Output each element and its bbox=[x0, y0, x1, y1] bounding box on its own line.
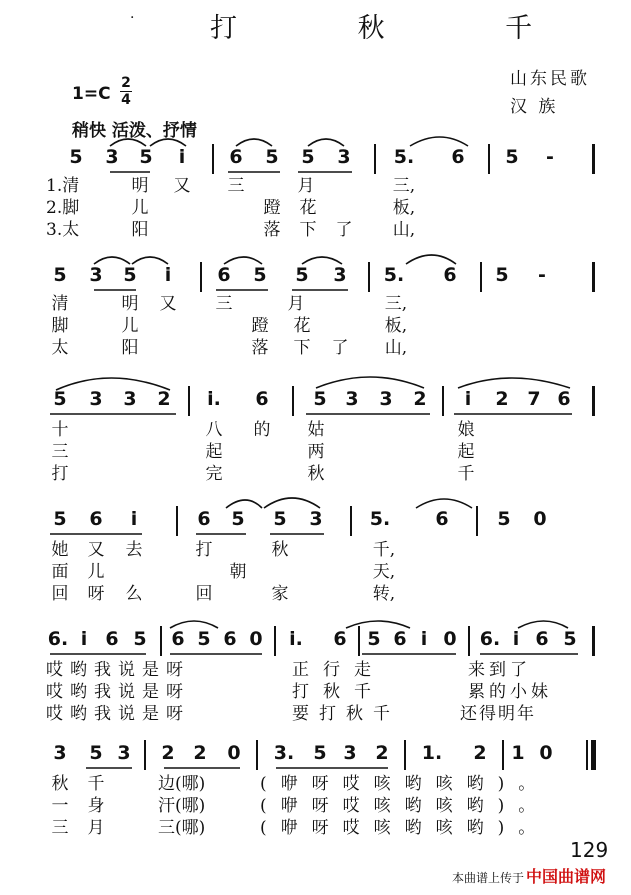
lyric: 打 bbox=[51, 464, 69, 484]
lyric: 千, bbox=[372, 540, 396, 560]
note: 0 bbox=[443, 628, 457, 650]
barline bbox=[200, 262, 202, 292]
lyrics-row bbox=[40, 176, 600, 198]
notation-system-5 bbox=[40, 628, 600, 658]
lyrics-row bbox=[40, 442, 600, 464]
note: 3 bbox=[379, 388, 393, 410]
lyric: 又 bbox=[173, 176, 191, 196]
note: 3 bbox=[89, 388, 103, 410]
lyric: 蹬 bbox=[251, 316, 269, 336]
note: 6 bbox=[443, 264, 457, 286]
lyric: 了 bbox=[335, 220, 353, 240]
slur bbox=[224, 257, 262, 264]
lyric: 1.清 bbox=[46, 176, 80, 196]
slur bbox=[236, 139, 272, 146]
barline bbox=[212, 144, 214, 174]
lyrics-row bbox=[40, 796, 600, 818]
slur bbox=[346, 621, 410, 628]
note: 6 bbox=[105, 628, 119, 650]
note: 6. bbox=[47, 628, 69, 650]
lyric: (咿呀哎咳哟咳哟)。 bbox=[260, 796, 550, 816]
lyric: 起 bbox=[205, 442, 223, 462]
barline bbox=[488, 144, 490, 174]
slur bbox=[132, 257, 168, 264]
barline bbox=[468, 626, 470, 656]
lyric: 十 bbox=[51, 420, 69, 440]
slur bbox=[410, 137, 468, 146]
lyric: 打秋千 bbox=[292, 682, 385, 702]
note: i bbox=[164, 264, 172, 286]
note: 6 bbox=[89, 508, 103, 530]
lyric: 两 bbox=[307, 442, 325, 462]
note: 6 bbox=[535, 628, 549, 650]
slur bbox=[458, 378, 570, 388]
lyric: 完 bbox=[205, 464, 223, 484]
note: 0 bbox=[533, 508, 547, 530]
lyric: 哎哟我说是呀 bbox=[46, 660, 190, 680]
note: 2 bbox=[375, 742, 389, 764]
lyric: 么 bbox=[125, 584, 143, 604]
notation-system-3 bbox=[40, 388, 600, 418]
lyric: 花 bbox=[299, 198, 317, 218]
note: 6 bbox=[255, 388, 269, 410]
lyric: 板, bbox=[392, 198, 416, 218]
lyric: 阳 bbox=[131, 220, 149, 240]
barline bbox=[358, 626, 360, 656]
barline bbox=[256, 740, 258, 770]
barline bbox=[502, 740, 504, 770]
note: i bbox=[80, 628, 88, 650]
lyric: 身 bbox=[87, 796, 105, 816]
lyric: 八 bbox=[205, 420, 223, 440]
note: 3. bbox=[273, 742, 295, 764]
lyric: 哎哟我说是呀 bbox=[46, 682, 190, 702]
lyric: 三 bbox=[51, 818, 69, 838]
note: 6 bbox=[393, 628, 407, 650]
lyric: 三, bbox=[384, 294, 408, 314]
lyric: 脚 bbox=[51, 316, 69, 336]
note: 3 bbox=[117, 742, 131, 764]
lyric: 天, bbox=[372, 562, 396, 582]
lyric: 去 bbox=[125, 540, 143, 560]
lyric: 蹬 bbox=[263, 198, 281, 218]
note: 5 bbox=[273, 508, 287, 530]
note: 5 bbox=[133, 628, 147, 650]
note: 1. bbox=[421, 742, 443, 764]
barline bbox=[350, 506, 352, 536]
song-title: 打 秋 千 bbox=[210, 13, 589, 44]
lyric: 太 bbox=[51, 338, 69, 358]
note: 3 bbox=[105, 146, 119, 168]
lyric: 还得明年 bbox=[460, 704, 536, 724]
lyric: 了 bbox=[331, 338, 349, 358]
slur bbox=[264, 498, 320, 508]
note: 5 bbox=[53, 388, 67, 410]
slur bbox=[226, 500, 262, 508]
lyric: (咿呀哎咳哟咳哟)。 bbox=[260, 818, 550, 838]
slur bbox=[308, 139, 344, 146]
note: 5 bbox=[495, 264, 509, 286]
lyrics-row bbox=[40, 660, 600, 682]
note: 2 bbox=[193, 742, 207, 764]
lyric: 哎哟我说是呀 bbox=[46, 704, 190, 724]
lyric: 清 bbox=[51, 294, 69, 314]
note: 1 bbox=[511, 742, 525, 764]
note: 3 bbox=[343, 742, 357, 764]
note: 6 bbox=[217, 264, 231, 286]
lyric: 又 bbox=[87, 540, 105, 560]
lyrics-row bbox=[40, 540, 600, 562]
slur bbox=[302, 257, 342, 264]
barline bbox=[586, 740, 588, 770]
note: 5 bbox=[123, 264, 137, 286]
barline bbox=[160, 626, 162, 656]
lyric: 又 bbox=[159, 294, 177, 314]
lyric: 落 bbox=[251, 338, 269, 358]
note: 5. bbox=[393, 146, 415, 168]
note: - bbox=[546, 146, 554, 168]
lyric: 家 bbox=[271, 584, 289, 604]
barline bbox=[476, 506, 478, 536]
note: 5 bbox=[69, 146, 83, 168]
note: 6 bbox=[435, 508, 449, 530]
note: 3 bbox=[333, 264, 347, 286]
lyric: 起 bbox=[457, 442, 475, 462]
note: 2 bbox=[413, 388, 427, 410]
note: 0 bbox=[227, 742, 241, 764]
note: 5 bbox=[301, 146, 315, 168]
note: 2 bbox=[161, 742, 175, 764]
lyric: 秋 bbox=[307, 464, 325, 484]
note: 5 bbox=[53, 264, 67, 286]
lyrics-row bbox=[40, 220, 600, 242]
barline bbox=[480, 262, 482, 292]
note: i bbox=[130, 508, 138, 530]
lyrics-row bbox=[40, 562, 600, 584]
lyrics-row bbox=[40, 704, 600, 726]
lyrics-row bbox=[40, 198, 600, 220]
note: 2 bbox=[157, 388, 171, 410]
barline bbox=[592, 386, 595, 416]
note: i bbox=[178, 146, 186, 168]
final-barline bbox=[591, 740, 596, 770]
note: 3 bbox=[345, 388, 359, 410]
note: 2 bbox=[473, 742, 487, 764]
lyrics-row bbox=[40, 294, 600, 316]
barline bbox=[442, 386, 444, 416]
lyrics-row bbox=[40, 464, 600, 486]
note: i bbox=[464, 388, 472, 410]
lyric: 秋 bbox=[51, 774, 69, 794]
lyric: 累的小妹 bbox=[468, 682, 552, 702]
note: i bbox=[420, 628, 428, 650]
barline bbox=[404, 740, 406, 770]
lyric: 月 bbox=[287, 294, 305, 314]
barline bbox=[368, 262, 370, 292]
notation-system-6 bbox=[40, 742, 600, 772]
notation-system-1 bbox=[40, 146, 600, 176]
lyric: 边(哪) bbox=[158, 774, 206, 794]
barline bbox=[144, 740, 146, 770]
note: 3 bbox=[53, 742, 67, 764]
page-number: 129 bbox=[570, 838, 609, 862]
lyric: 三(哪) bbox=[158, 818, 206, 838]
note: 5 bbox=[265, 146, 279, 168]
slur bbox=[94, 257, 130, 264]
lyric: 面 bbox=[51, 562, 69, 582]
song-origin: 山东民歌 bbox=[510, 69, 590, 89]
barline bbox=[188, 386, 190, 416]
note: 5 bbox=[253, 264, 267, 286]
lyric: 姑 bbox=[307, 420, 325, 440]
lyric: 2.脚 bbox=[46, 198, 80, 218]
note: 5 bbox=[505, 146, 519, 168]
lyric: 汗(哪) bbox=[158, 796, 206, 816]
barline bbox=[592, 144, 595, 174]
song-ethnicity: 汉 族 bbox=[510, 97, 559, 117]
lyric: 秋 bbox=[271, 540, 289, 560]
lyric: 回 bbox=[51, 584, 69, 604]
note: 3 bbox=[123, 388, 137, 410]
time-signature-bottom: 4 bbox=[121, 92, 131, 108]
barline bbox=[592, 626, 595, 656]
note: 7 bbox=[527, 388, 541, 410]
lyric: 儿 bbox=[87, 562, 105, 582]
note: 5 bbox=[231, 508, 245, 530]
lyric: 月 bbox=[87, 818, 105, 838]
lyric: 月 bbox=[297, 176, 315, 196]
lyric: 的 bbox=[253, 420, 271, 440]
slur bbox=[416, 499, 472, 508]
footer-text: 本曲谱上传于 bbox=[452, 871, 525, 885]
lyrics-row bbox=[40, 774, 600, 796]
note: 2 bbox=[495, 388, 509, 410]
slur bbox=[170, 621, 218, 628]
note: 5 bbox=[295, 264, 309, 286]
note: 0 bbox=[539, 742, 553, 764]
lyric: 娘 bbox=[457, 420, 475, 440]
lyric: 落 bbox=[263, 220, 281, 240]
lyric: 儿 bbox=[121, 316, 139, 336]
lyric: 三 bbox=[215, 294, 233, 314]
lyric: 儿 bbox=[131, 198, 149, 218]
slur bbox=[406, 255, 456, 264]
note: 5 bbox=[313, 742, 327, 764]
lyric: 三 bbox=[227, 176, 245, 196]
lyrics-row bbox=[40, 420, 600, 442]
note: 6 bbox=[229, 146, 243, 168]
lyric: 朝 bbox=[229, 562, 247, 582]
slur bbox=[518, 621, 568, 628]
note: 5 bbox=[367, 628, 381, 650]
decorative-dot: · bbox=[130, 10, 135, 26]
note: 3 bbox=[89, 264, 103, 286]
barline bbox=[274, 626, 276, 656]
lyric: 正行走 bbox=[292, 660, 385, 680]
barline bbox=[292, 386, 294, 416]
time-signature-top: 2 bbox=[121, 75, 131, 91]
note: 6 bbox=[333, 628, 347, 650]
lyrics-row bbox=[40, 682, 600, 704]
lyric: 她 bbox=[51, 540, 69, 560]
lyric: 要打秋千 bbox=[292, 704, 400, 724]
lyrics-row bbox=[40, 338, 600, 360]
lyric: 回 bbox=[195, 584, 213, 604]
note: 5 bbox=[313, 388, 327, 410]
note: 3 bbox=[309, 508, 323, 530]
notation-system-4 bbox=[40, 508, 600, 538]
time-signature bbox=[120, 76, 132, 107]
note: 5 bbox=[497, 508, 511, 530]
lyric: 打 bbox=[195, 540, 213, 560]
note: 3 bbox=[337, 146, 351, 168]
tempo-marking: 稍快 活泼、抒情 bbox=[72, 121, 197, 141]
lyric: 千 bbox=[457, 464, 475, 484]
note: 6 bbox=[197, 508, 211, 530]
barline bbox=[176, 506, 178, 536]
note: 6 bbox=[171, 628, 185, 650]
lyric: 山, bbox=[384, 338, 408, 358]
lyric: 明 bbox=[131, 176, 149, 196]
notation-system-2 bbox=[40, 264, 600, 294]
note: i bbox=[512, 628, 520, 650]
note: 5 bbox=[197, 628, 211, 650]
barline bbox=[592, 262, 595, 292]
lyric: 三, bbox=[392, 176, 416, 196]
site-logo: 中国曲谱网 bbox=[526, 867, 607, 886]
lyrics-row bbox=[40, 316, 600, 338]
note: i. bbox=[207, 388, 221, 410]
note: - bbox=[538, 264, 546, 286]
key-signature: 1=C bbox=[72, 84, 111, 104]
note: 5 bbox=[139, 146, 153, 168]
note: 6 bbox=[557, 388, 571, 410]
lyric: 下 bbox=[299, 220, 317, 240]
lyric: 千 bbox=[87, 774, 105, 794]
note: 6. bbox=[479, 628, 501, 650]
slur bbox=[316, 377, 424, 388]
note: 5 bbox=[563, 628, 577, 650]
lyric: 花 bbox=[293, 316, 311, 336]
lyric: 山, bbox=[392, 220, 416, 240]
note: 5. bbox=[383, 264, 405, 286]
lyric: 阳 bbox=[121, 338, 139, 358]
lyric: 呀 bbox=[87, 584, 105, 604]
note: 5. bbox=[369, 508, 391, 530]
lyric: 板, bbox=[384, 316, 408, 336]
note: 5 bbox=[53, 508, 67, 530]
note: 0 bbox=[249, 628, 263, 650]
note: 6 bbox=[223, 628, 237, 650]
lyric: (咿呀哎咳哟咳哟)。 bbox=[260, 774, 550, 794]
lyric: 转, bbox=[372, 584, 396, 604]
lyrics-row bbox=[40, 584, 600, 606]
lyric: 明 bbox=[121, 294, 139, 314]
lyric: 3.太 bbox=[46, 220, 80, 240]
barline bbox=[374, 144, 376, 174]
lyric: 一 bbox=[51, 796, 69, 816]
note: i. bbox=[289, 628, 303, 650]
note: 5 bbox=[89, 742, 103, 764]
lyric: 三 bbox=[51, 442, 69, 462]
lyrics-row bbox=[40, 818, 600, 840]
lyric: 来到了 bbox=[468, 660, 531, 680]
note: 6 bbox=[451, 146, 465, 168]
lyric: 下 bbox=[293, 338, 311, 358]
